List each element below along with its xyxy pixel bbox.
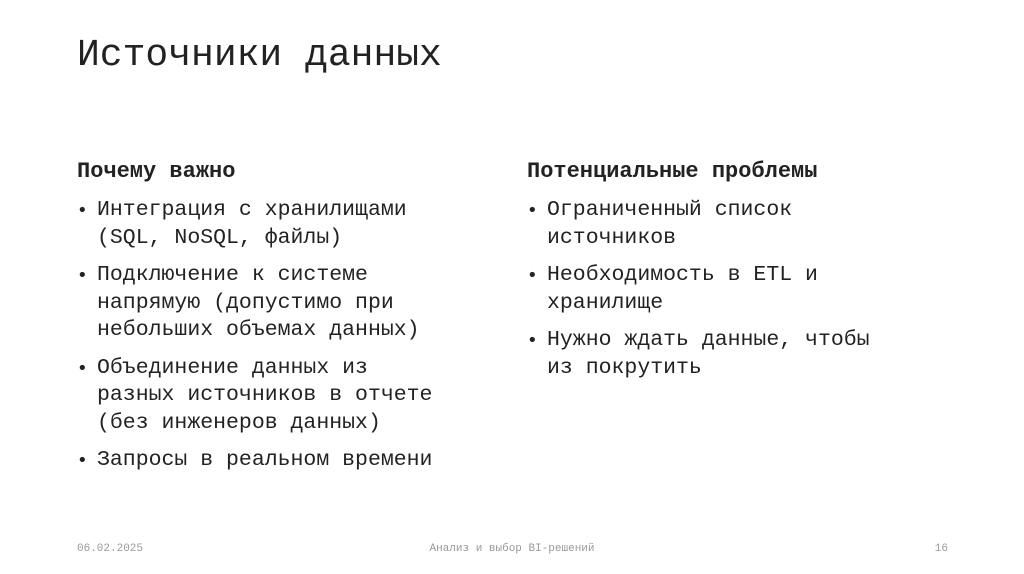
list-item [77, 447, 507, 475]
potential-problems-column [527, 157, 957, 392]
list-item-text: Ограниченный список источников [547, 198, 793, 250]
list-item [527, 262, 957, 317]
why-important-list [77, 197, 507, 475]
list-item [77, 197, 507, 252]
bullet-icon: • [527, 200, 538, 221]
list-item-text: Необходимость в ETL и хранилище [547, 263, 818, 315]
footer-page-number: 16 [934, 543, 948, 555]
why-important-heading: Почему важно [77, 159, 236, 184]
bullet-icon: • [527, 330, 538, 351]
potential-problems-list [527, 197, 957, 382]
list-item-text: Подключение к системе напрямую (допустимо при небольших объемах данных) [97, 263, 420, 342]
bullet-icon: • [77, 265, 88, 286]
footer-date: 06.02.2025 [77, 543, 144, 555]
bullet-icon: • [77, 450, 88, 471]
list-item [527, 327, 957, 382]
why-important-column [77, 157, 507, 485]
bullet-icon: • [77, 200, 88, 221]
list-item [77, 262, 507, 345]
bullet-icon: • [77, 357, 88, 379]
list-item [527, 197, 957, 252]
list-item-text: Запросы в реальном времени [97, 448, 433, 472]
list-item-text: Интеграция с хранилищами (SQL, NoSQL, файлы) [97, 198, 407, 250]
list-item-text: Нужно ждать данные, чтобы из покрутить [547, 328, 870, 380]
slide-title: Источники данных [77, 34, 442, 77]
footer-caption: Анализ и выбор BI-решений [429, 543, 595, 555]
potential-problems-heading: Потенциальные проблемы [527, 159, 818, 184]
bullet-icon: • [527, 265, 538, 286]
list-item-text: Объединение данных из разных источников в отчете (без инженеров данных) [97, 355, 433, 435]
list-item [77, 355, 507, 438]
